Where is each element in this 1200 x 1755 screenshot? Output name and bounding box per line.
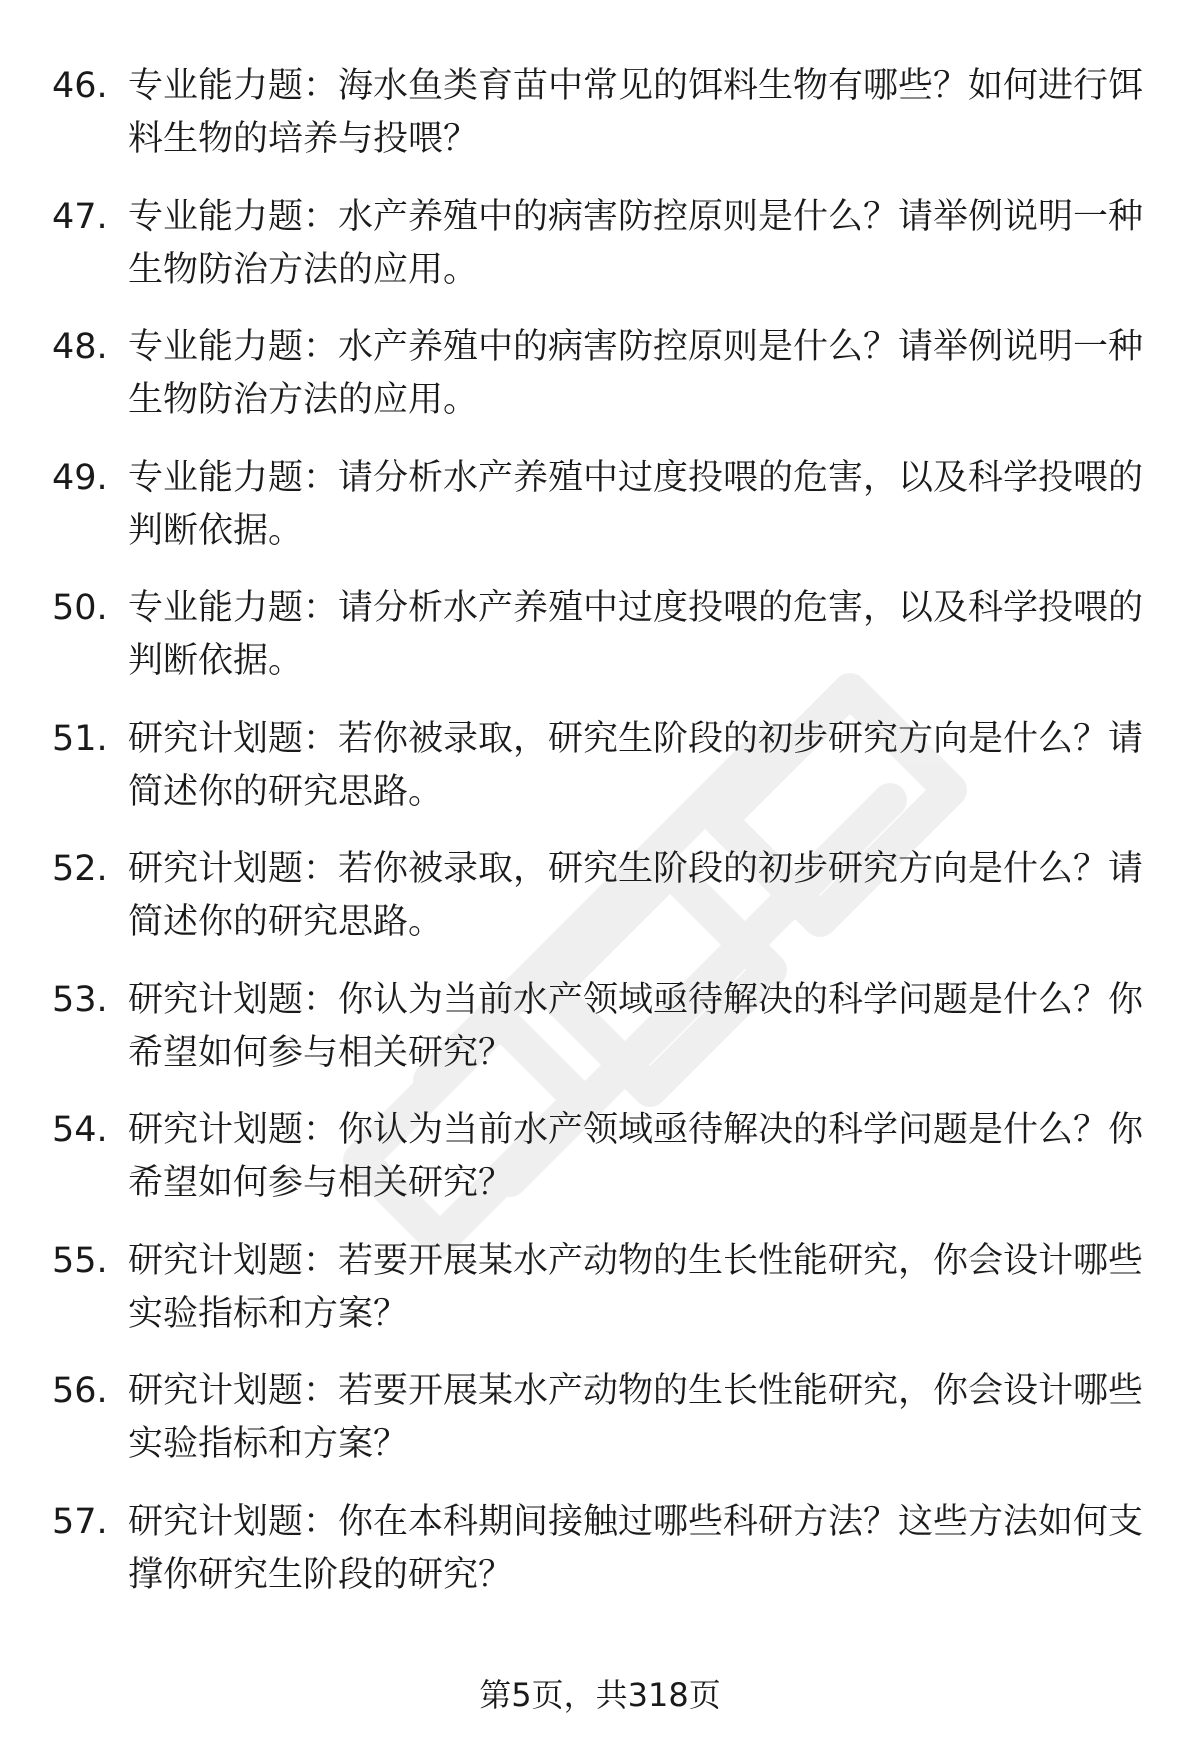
question-number: 49. [52,458,108,498]
question-number: 52. [52,849,108,889]
question-item [0,582,1200,692]
question-text: 研究计划题：若要开展某水产动物的生长性能研究，你会设计哪些实验指标和方案？ [128,1241,1144,1334]
question-text: 研究计划题：你认为当前水产领域亟待解决的科学问题是什么？你希望如何参与相关研究？ [128,1110,1144,1203]
question-number: 46. [52,66,108,106]
question-number: 57. [52,1502,108,1542]
question-text: 专业能力题：海水鱼类育苗中常见的饵料生物有哪些？如何进行饵料生物的培养与投喂？ [128,66,1144,159]
question-item [0,843,1200,953]
question-item [0,1235,1200,1345]
question-item [0,974,1200,1084]
question-number: 48. [52,327,108,367]
question-text: 研究计划题：若要开展某水产动物的生长性能研究，你会设计哪些实验指标和方案？ [128,1371,1144,1464]
question-text: 专业能力题：请分析水产养殖中过度投喂的危害，以及科学投喂的判断依据。 [128,588,1144,681]
question-text: 研究计划题：你认为当前水产领域亟待解决的科学问题是什么？你希望如何参与相关研究？ [128,980,1144,1073]
question-item [0,60,1200,170]
question-text: 专业能力题：水产养殖中的病害防控原则是什么？请举例说明一种生物防治方法的应用。 [128,197,1144,290]
question-item [0,321,1200,431]
question-item [0,713,1200,823]
question-item [0,1104,1200,1214]
question-text: 研究计划题：你在本科期间接触过哪些科研方法？这些方法如何支撑你研究生阶段的研究？ [128,1502,1144,1595]
question-number: 50. [52,588,108,628]
question-item [0,1365,1200,1475]
question-item [0,1496,1200,1606]
question-number: 47. [52,197,108,237]
question-item [0,452,1200,562]
question-text: 研究计划题：若你被录取，研究生阶段的初步研究方向是什么？请简述你的研究思路。 [128,719,1144,812]
question-text: 专业能力题：请分析水产养殖中过度投喂的危害，以及科学投喂的判断依据。 [128,458,1144,551]
question-number: 56. [52,1371,108,1411]
question-number: 51. [52,719,108,759]
question-number: 53. [52,980,108,1020]
question-text: 专业能力题：水产养殖中的病害防控原则是什么？请举例说明一种生物防治方法的应用。 [128,327,1144,420]
question-text: 研究计划题：若你被录取，研究生阶段的初步研究方向是什么？请简述你的研究思路。 [128,849,1144,942]
question-number: 55. [52,1241,108,1281]
question-number: 54. [52,1110,108,1150]
page-footer: 第5页，共318页 [479,1676,721,1714]
question-item [0,191,1200,301]
